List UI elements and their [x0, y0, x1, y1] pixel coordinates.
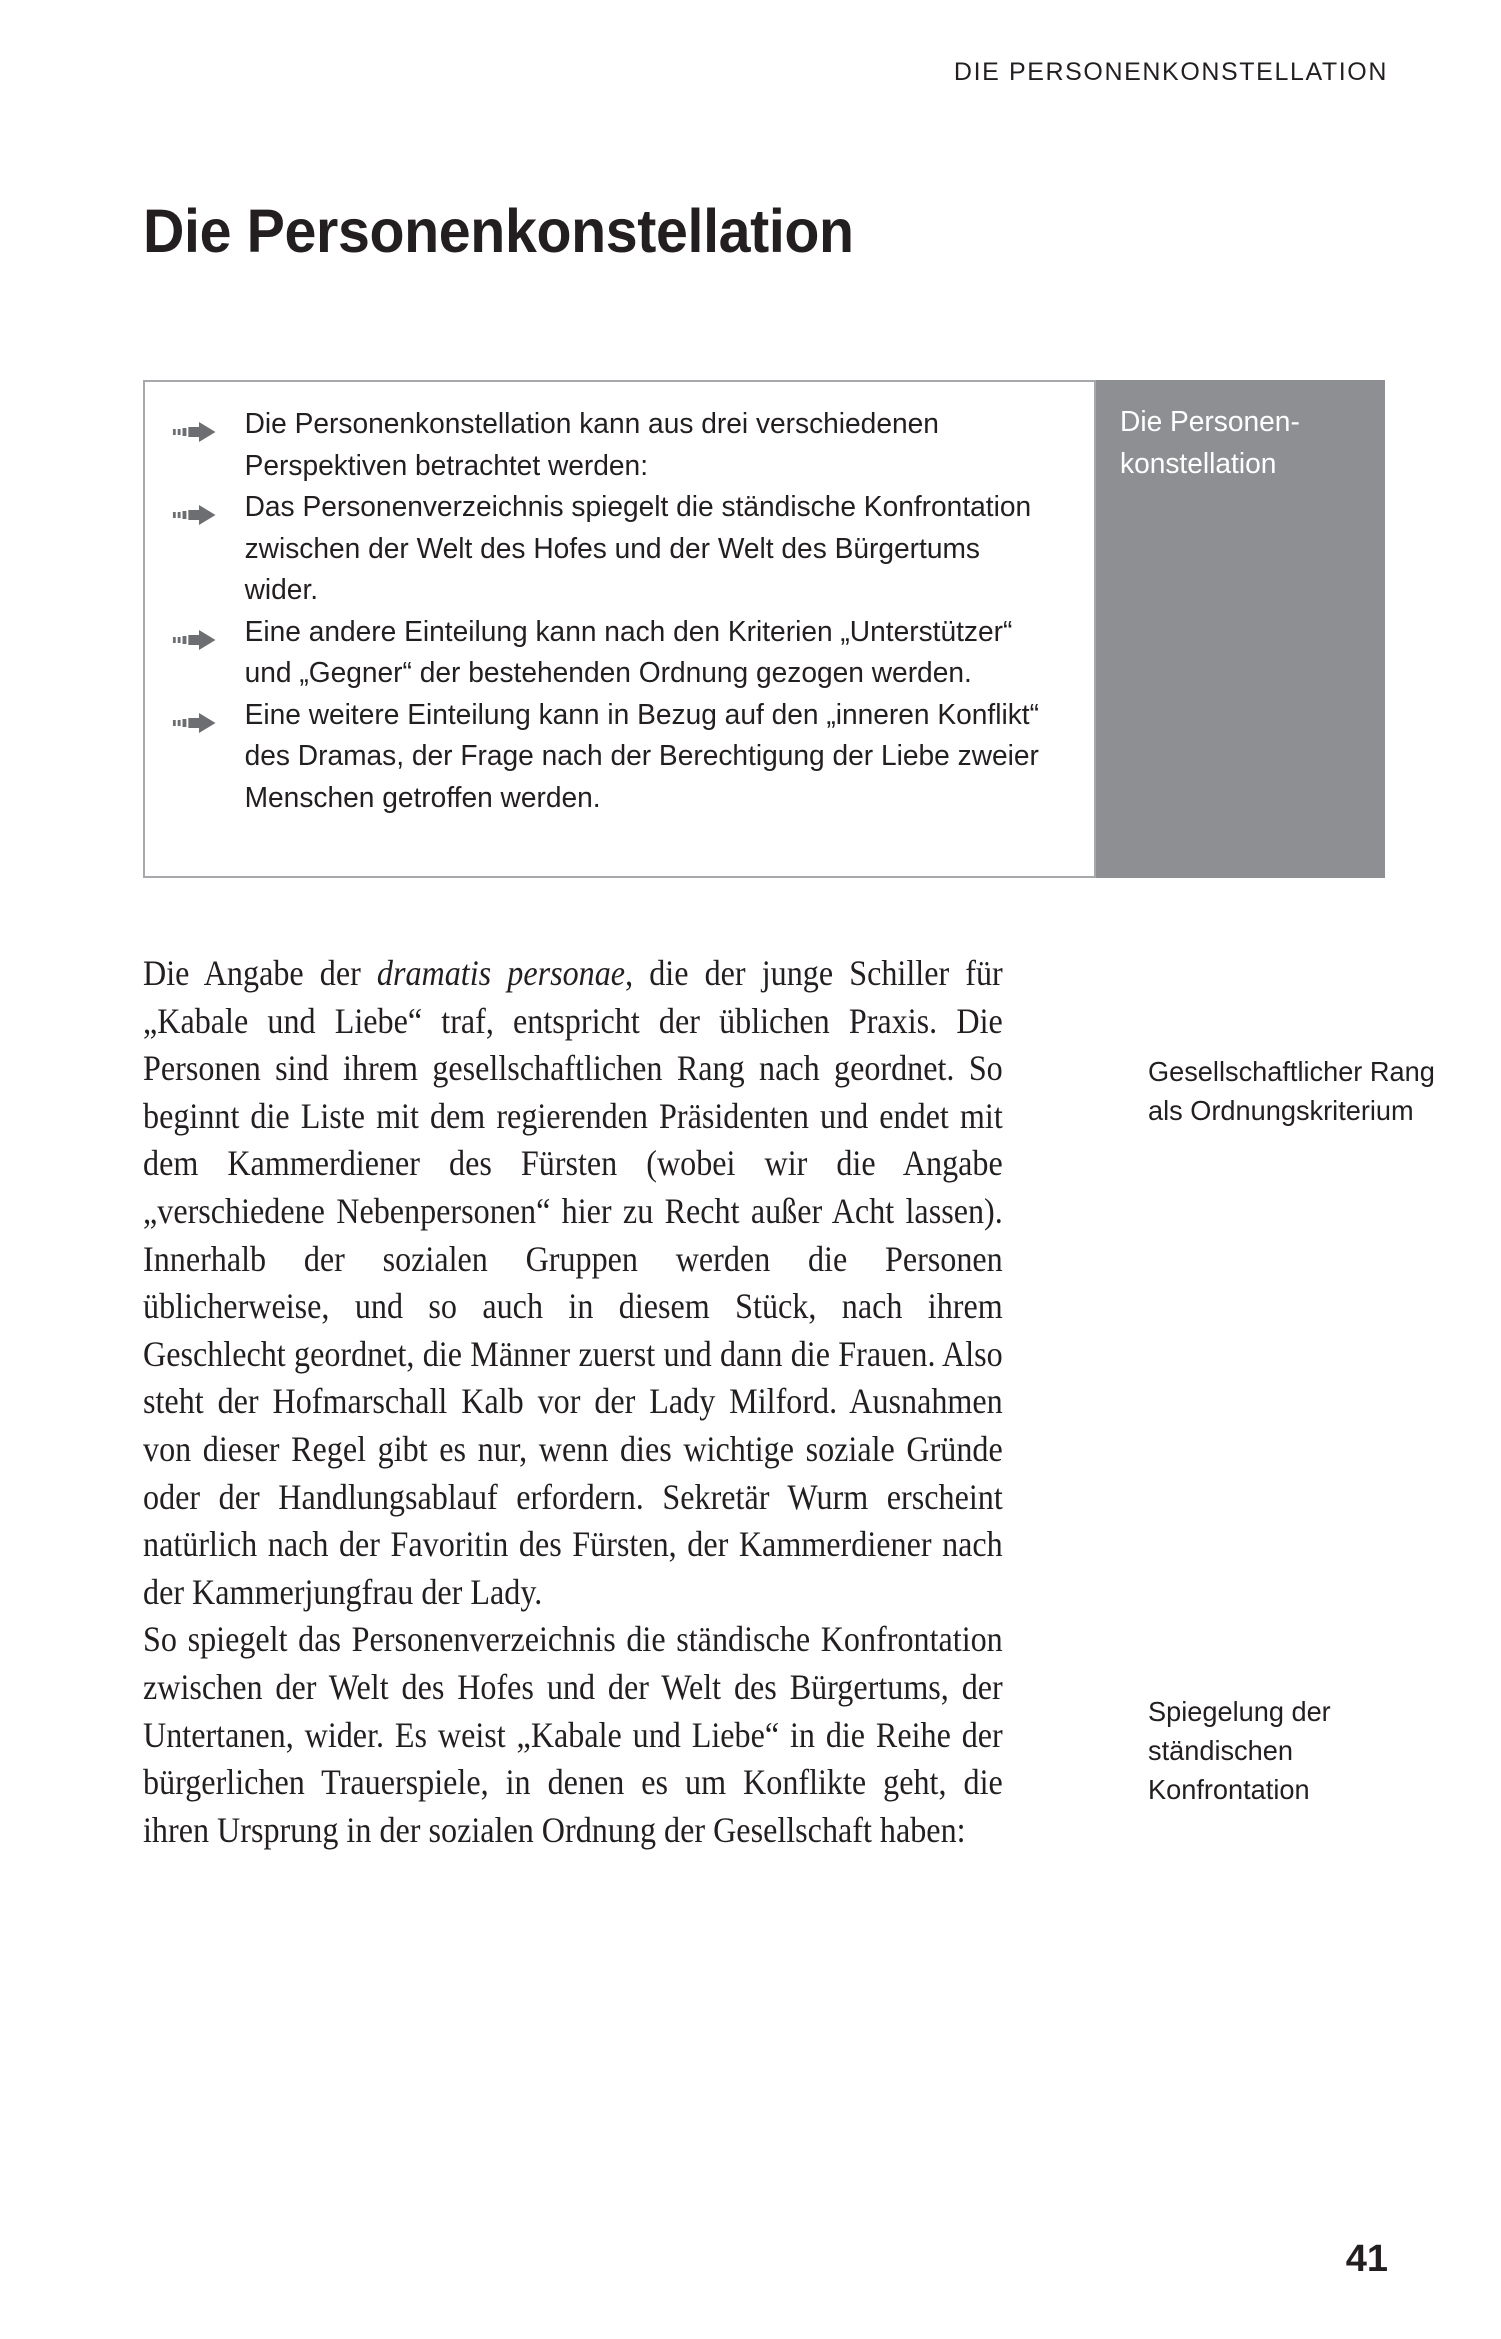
list-item [167, 695, 1043, 820]
list-item [167, 404, 1043, 487]
list-item-text: Eine andere Einteilung kann nach den Kriterien „Unterstützer“ und „Gegner“ der bestehenden Ordnung gezogen werden. [244, 615, 1013, 689]
arrow-right-icon [173, 622, 218, 644]
summary-box-tab [1096, 380, 1385, 878]
summary-bullet-list [167, 404, 1070, 819]
summary-box [143, 380, 1096, 878]
running-header: DIE PERSONENKONSTELLATION [953, 58, 1388, 86]
arrow-right-icon [173, 705, 218, 727]
margin-note-ordnungskriterium: Gesellschaftlicher Rang als Ordnungskriterium [1148, 1056, 1435, 1126]
arrow-right-icon [173, 497, 218, 519]
summary-box-tab-label-line2: konstellation [1120, 447, 1277, 480]
margin-note-spiegelung: Spiegelung der ständischen Konfrontation [1148, 1696, 1331, 1805]
list-item-text: Die Personenkonstellation kann aus drei verschiedenen Perspektiven betrachtet werden: [244, 408, 939, 482]
body-text-column [143, 950, 1003, 1854]
arrow-right-icon [173, 414, 218, 436]
page-title: Die Personenkonstellation [143, 196, 854, 265]
summary-box-tab-label-line1: Die Personen- [1120, 406, 1300, 438]
summary-box-wrapper [143, 380, 1385, 880]
list-item [167, 612, 1043, 695]
paragraph-1-text-a: Die Angabe der [143, 953, 377, 993]
paragraph-1-italic-term: dramatis personae [376, 953, 626, 993]
list-item-text: Eine weitere Einteilung kann in Bezug auf den „inneren Konflikt“ des Dramas, der Frage nach der Berechtigung der Liebe zweier Menschen getroffen werden. [244, 698, 1039, 814]
list-item-text: Das Personenverzeichnis spiegelt die ständische Konfrontation zwischen der Welt des Hofes und der Welt des Bürgertums wider. [244, 491, 1032, 606]
page-number: 41 [1345, 2238, 1388, 2280]
paragraph-1-text-b: , die der junge Schiller für „Kabale und Liebe“ traf, entspricht der üblichen Praxis. Die Personen sind ihrem gesellschaftlichen Rang nach geordnet. So beginnt die Liste mit dem regierenden Präsidenten und endet mit dem Kammerdiener des Fürsten (wobei wir die Angabe „verschiedene Nebenpersonen“ hier zu Recht außer Acht lassen). Innerhalb der sozialen Gruppen werden die Personen üblicherweise, und so auch in diesem Stück, nach ihrem Geschlecht geordnet, die Männer zuerst und dann die Frauen. Also steht der Hofmarschall Kalb vor der Lady Milford. Ausnahmen von dieser Regel gibt es nur, wenn dies wichtige soziale Gründe oder der Handlungsablauf erfordern. Sekretär Wurm erscheint natürlich nach der Favoritin des Fürsten, der Kammerdiener nach der Kammerjungfrau der Lady. [143, 953, 1003, 1612]
paragraph-2: So spiegelt das Personenverzeichnis die ständische Konfrontation zwischen der Welt des Hofes und der Welt des Bürgertums, der Untertanen, wider. Es weist „Kabale und Liebe“ in die Reihe der bürgerlichen Trauerspiele, in denen es um Konflikte geht, die ihren Ursprung in der sozialen Ordnung der Gesellschaft haben: [143, 1619, 1003, 1850]
list-item [167, 487, 1043, 612]
paragraph-1 [143, 950, 1003, 1616]
